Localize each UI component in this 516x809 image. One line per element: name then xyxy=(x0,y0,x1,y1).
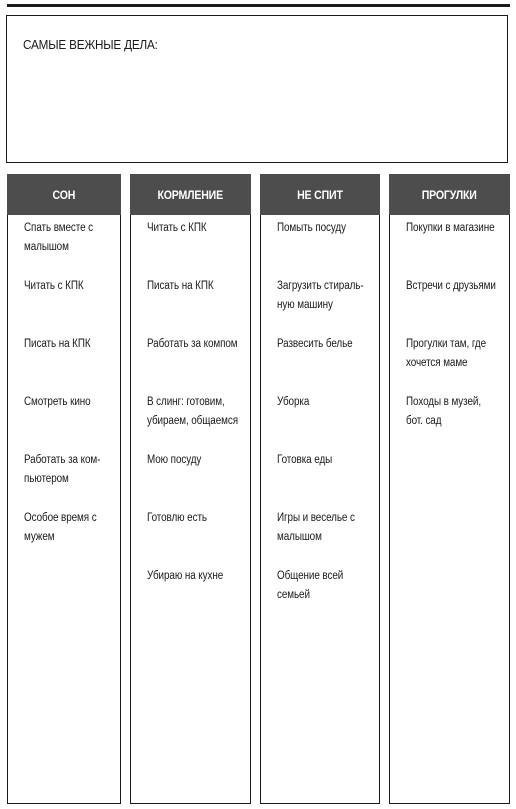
list-item-line: Уборка xyxy=(277,396,310,408)
list-item xyxy=(24,277,125,296)
list-item-line: Работать за компом xyxy=(147,338,238,350)
list-item xyxy=(147,277,248,296)
list-item-line: семьей xyxy=(277,589,310,601)
column-header-feeding xyxy=(130,174,251,215)
list-item-line: Читать с КПК xyxy=(24,280,84,292)
important-tasks-title: САМЫЕ ВЕЖНЫЕ ДЕЛА: xyxy=(23,37,158,52)
list-item xyxy=(277,567,378,605)
list-item-line: ную машину xyxy=(277,299,333,311)
list-item-line: Развесить белье xyxy=(277,338,353,350)
list-item xyxy=(406,335,507,373)
list-item xyxy=(24,219,125,257)
list-item-line: убираем, общаемся xyxy=(147,415,238,427)
list-item xyxy=(147,393,248,431)
list-item xyxy=(24,451,125,489)
list-item-line: Мою посуду xyxy=(147,454,202,466)
list-item-line: Прогулки там, где xyxy=(406,338,487,350)
column-awake xyxy=(260,174,380,804)
column-header-sleep xyxy=(7,174,121,215)
list-item xyxy=(277,219,378,238)
list-item xyxy=(147,219,248,238)
list-item-line: Покупки в магазине xyxy=(406,222,495,234)
list-item-line: Общение всей xyxy=(277,570,344,582)
list-item-line: Писать на КПК xyxy=(24,338,91,350)
list-item-line: бот. сад xyxy=(406,415,442,427)
list-item xyxy=(277,451,378,470)
list-item xyxy=(147,509,248,528)
column-header-label: КОРМЛЕНИЕ xyxy=(157,187,224,202)
list-item xyxy=(24,393,125,412)
list-item xyxy=(24,335,125,354)
list-item-line: Работать за ком- xyxy=(24,454,101,466)
column-feeding xyxy=(130,174,251,804)
column-header-walks xyxy=(389,174,510,215)
list-item-line: Встречи с друзьями xyxy=(406,280,496,292)
list-item xyxy=(147,335,248,354)
list-item xyxy=(277,509,378,547)
list-item xyxy=(277,393,378,412)
list-item-line: Помыть посуду xyxy=(277,222,346,234)
list-item-line: малышом xyxy=(277,531,322,543)
list-item-line: малышом xyxy=(24,241,69,253)
column-sleep xyxy=(7,174,121,804)
list-item-line: Готовка еды xyxy=(277,454,333,466)
list-item-line: Убираю на кухне xyxy=(147,570,224,582)
list-item xyxy=(24,509,125,547)
list-item-line: Загрузить стираль- xyxy=(277,280,364,292)
list-item xyxy=(406,219,507,238)
column-header-label: СОН xyxy=(52,187,76,202)
list-item-line: В слинг: готовим, xyxy=(147,396,225,408)
list-item-line: Смотреть кино xyxy=(24,396,91,408)
list-item xyxy=(147,451,248,470)
column-walks xyxy=(389,174,510,804)
list-item xyxy=(406,277,507,296)
column-header-awake xyxy=(260,174,380,215)
list-item-line: Особое время с xyxy=(24,512,97,524)
top-rule xyxy=(7,4,510,7)
list-item-line: хочется маме xyxy=(406,357,468,369)
list-item-line: пьютером xyxy=(24,473,69,485)
column-header-label: ПРОГУЛКИ xyxy=(422,187,477,202)
list-item-line: Готовлю есть xyxy=(147,512,207,524)
list-item-line: Игры и веселье с xyxy=(277,512,355,524)
list-item xyxy=(277,277,378,315)
list-item-line: Писать на КПК xyxy=(147,280,214,292)
list-item-line: Спать вместе с xyxy=(24,222,94,234)
list-item-line: мужем xyxy=(24,531,55,543)
list-item xyxy=(147,567,248,586)
list-item-line: Походы в музей, xyxy=(406,396,482,408)
list-item-line: Читать с КПК xyxy=(147,222,207,234)
important-tasks-box xyxy=(6,15,508,163)
list-item xyxy=(277,335,378,354)
list-item xyxy=(406,393,507,431)
column-header-label: НЕ СПИТ xyxy=(297,187,343,202)
